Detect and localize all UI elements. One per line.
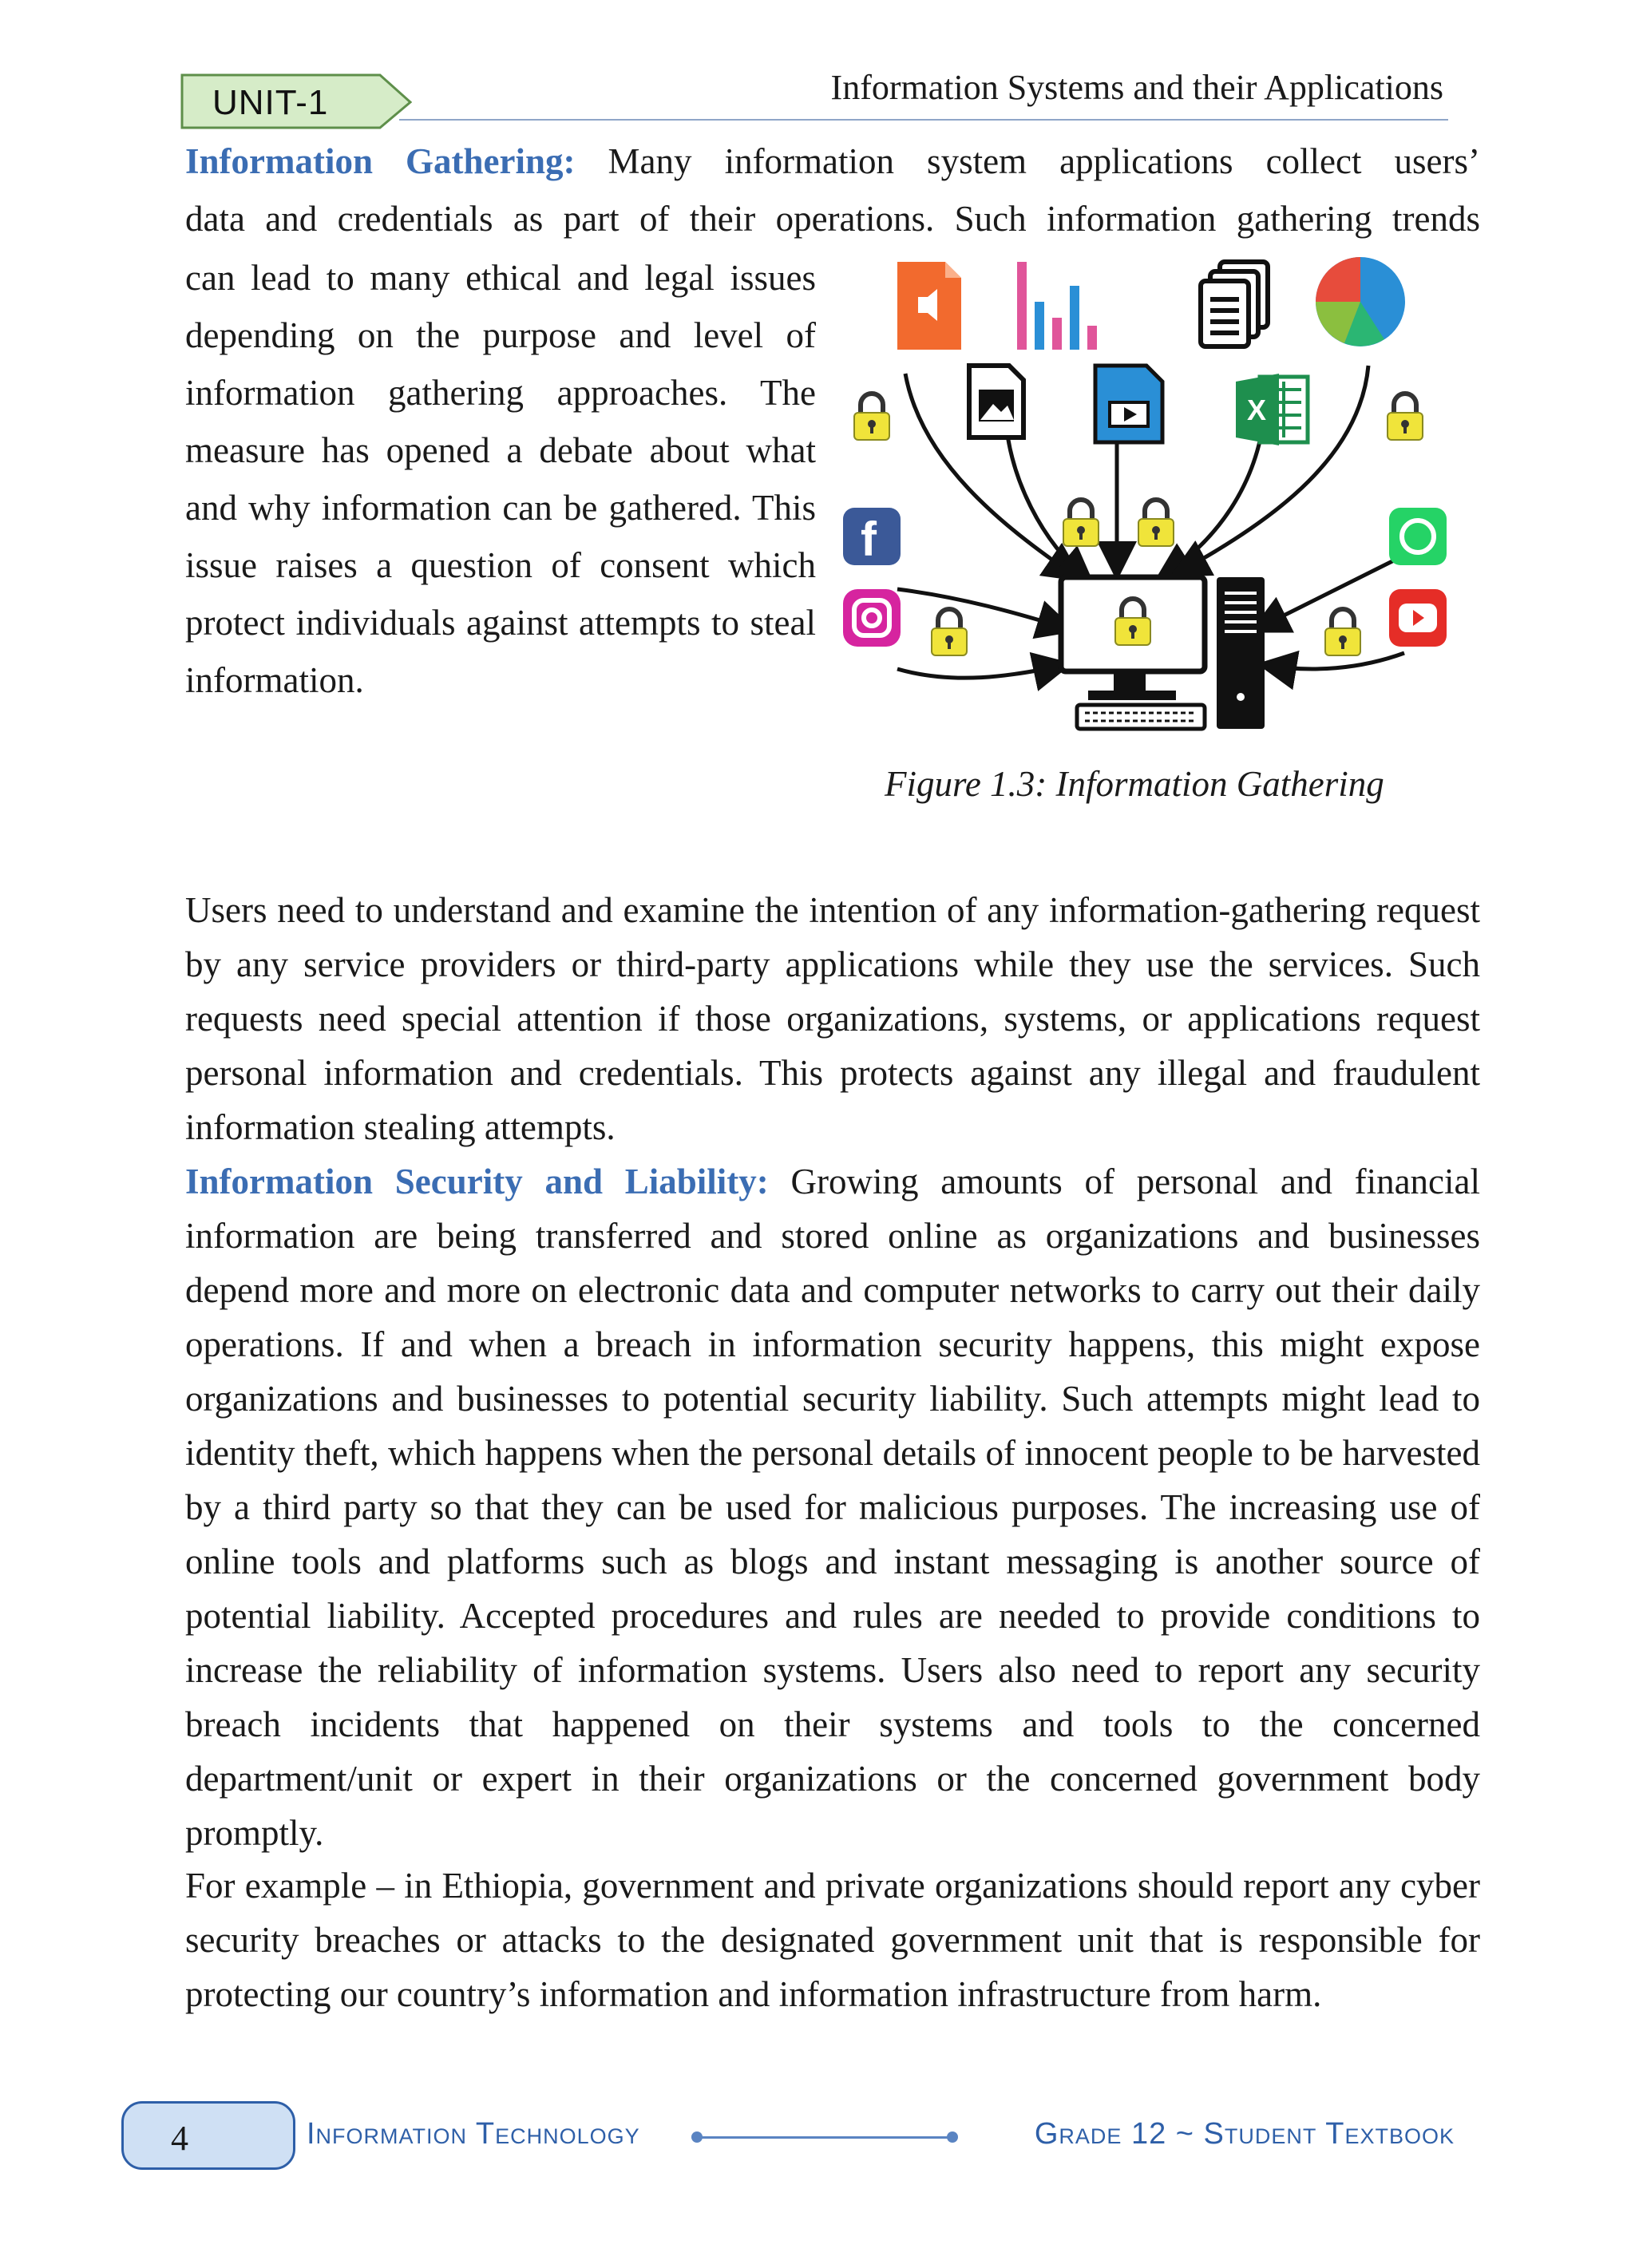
unit-label: UNIT-1 <box>212 83 329 122</box>
padlock-icon <box>1063 500 1099 546</box>
information-gathering-figure <box>841 254 1448 750</box>
video-file-icon <box>1095 366 1162 442</box>
paragraph-information-requests: Users need to understand and examine the intention of any information-gathering request by any service providers or third-party applications while they use the services. Such requests need special attention if those organizations, systems, or applications request personal information and credentials. This protects against any illegal and fraudulent information stealing attempts. <box>185 890 1480 1147</box>
figure-caption: Figure 1.3: Information Gathering <box>885 764 1384 804</box>
section1-line2: data and credentials as part of their operations. Such information gathering trends <box>185 199 1480 239</box>
audio-file-icon <box>897 262 961 350</box>
section1-wrapped-text: can lead to many ethical and legal issues depending on the purpose and level of information gathering approaches. The measure has opened a debate about what and why information can be gathered. This issue raises a question of consent which protect individuals against attempts to steal information. <box>185 258 816 700</box>
pie-chart-icon <box>1316 257 1405 346</box>
image-file-icon <box>969 366 1023 437</box>
footer-subject: Information Technology <box>307 2117 640 2151</box>
header-rule <box>399 119 1448 121</box>
footer-grade: Grade 12 ~ Student Textbook <box>1034 2117 1455 2151</box>
unit-tab <box>180 73 412 129</box>
padlock-icon <box>1388 394 1423 440</box>
documents-icon <box>1201 262 1268 346</box>
svg-text:X: X <box>1247 394 1267 426</box>
footer-dot-right <box>947 2131 958 2143</box>
section2-heading: Information Security and Liability: <box>185 1162 769 1201</box>
page-number: 4 <box>171 2119 188 2158</box>
whatsapp-icon <box>1389 508 1447 565</box>
bar-chart-icon <box>1017 262 1097 350</box>
padlock-icon <box>1138 500 1174 546</box>
section1-heading: Information Gathering: <box>185 141 576 181</box>
padlock-icon <box>854 394 889 440</box>
section1-intro: Many information system applications collect users’ <box>575 141 1480 181</box>
paragraph-ethiopia-example: For example – in Ethiopia, government and private organizations should report any cyber security breaches or attacks to the designated government unit that is responsible for protecting our country’s information and information infrastructure from harm. <box>185 1866 1480 2014</box>
section2-paragraph <box>185 1154 1480 1860</box>
computer-icon <box>1061 577 1265 729</box>
excel-icon <box>1236 374 1308 445</box>
footer-line <box>698 2136 953 2139</box>
padlock-icon <box>932 609 967 655</box>
padlock-icon <box>1325 609 1360 655</box>
instagram-icon <box>843 589 901 647</box>
page-number-badge <box>121 2101 295 2170</box>
facebook-icon <box>843 508 901 566</box>
running-header-title: Information Systems and their Applications <box>830 68 1443 107</box>
svg-text:f: f <box>861 513 877 566</box>
section2-body: Growing amounts of personal and financial information are being transferred and stored online as organizations and businesses depend more and more on electronic data and computer networks to carry out their daily operations. If and when a breach in information security happens, this might expose organizations and businesses to potential security liability. Such attempts might lead to identity theft, which happens when the personal details of innocent people to be harvested by a third party so that they can be used for malicious purposes. The increasing use of online tools and platforms such as blogs and instant messaging is another source of potential liability. Accepted procedures and rules are needed to provide conditions to increase the reliability of information systems. Users also need to report any security breach incidents that happened on their systems and tools to the concerned department/unit or expert in their organizations or the concerned government body promptly. <box>185 1162 1480 1853</box>
section1-first-line <box>185 134 1480 188</box>
youtube-icon <box>1389 589 1447 647</box>
